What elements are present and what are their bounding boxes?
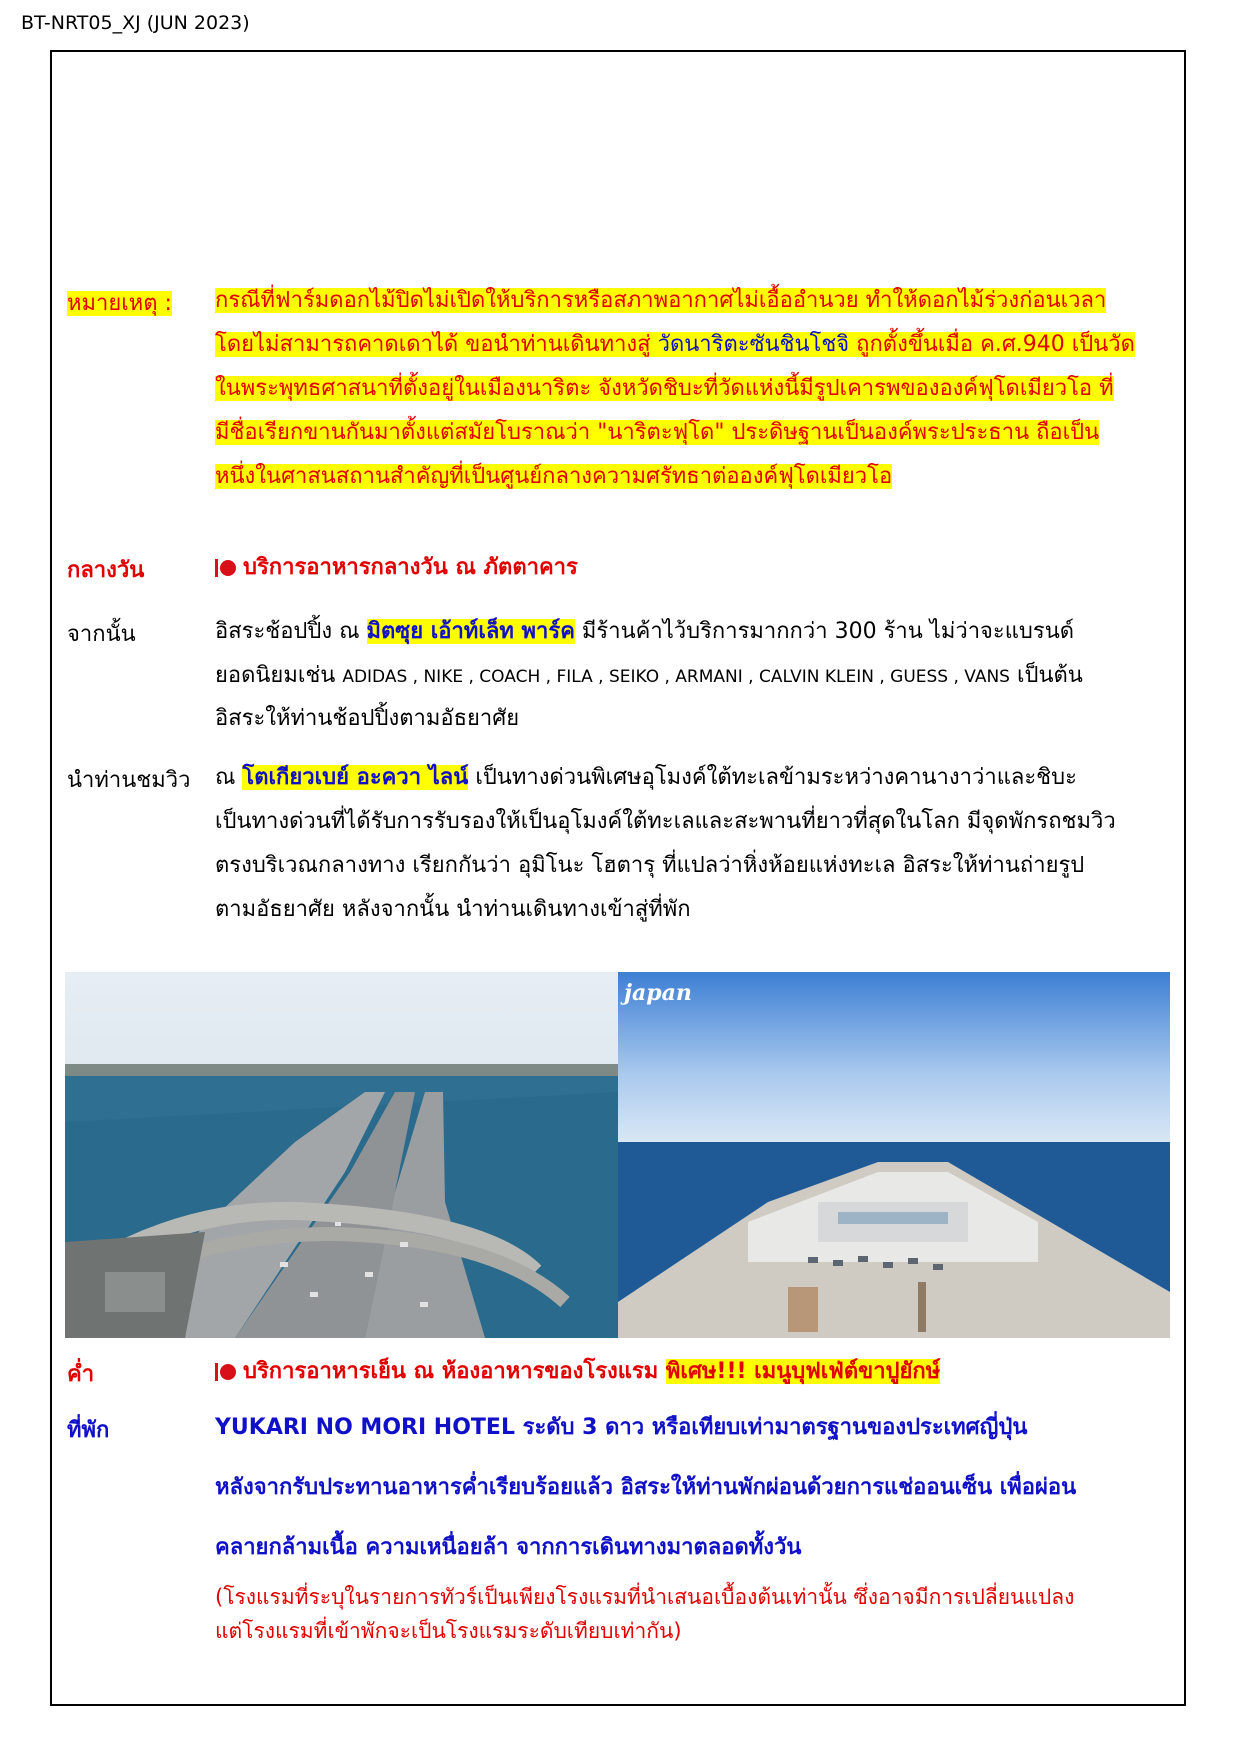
sightseeing-line-2: เป็นทางด่วนที่ได้รับการรับรองให้เป็นอุโมงค์ใต้ทะเลและสะพานที่ยาวที่สุดในโลก มีจุดพักรถชมวิว — [215, 809, 1116, 834]
sightseeing-label: นำท่านชมวิว — [67, 768, 191, 793]
hotel-label: ที่พัก — [67, 1418, 110, 1443]
lunch-text: บริการอาหารกลางวัน ณ ภัตตาคาร — [243, 555, 578, 580]
sightseeing-line-4: ตามอัธยาศัย หลังจากนั้น นำท่านเดินทางเข้าสู่ที่พัก — [215, 897, 691, 922]
dinner-text: บริการอาหารเย็น ณ ห้องอาหารของโรงแรม — [243, 1359, 666, 1384]
document-code: BT-NRT05_XJ (JUN 2023) — [21, 12, 250, 34]
sightseeing-line-3: ตรงบริเวณกลางทาง เรียกกันว่า อุมิโนะ โฮตารุ ที่แปลว่าหิ่งห้อยแห่งทะเล อิสระให้ท่านถ่ายรูป — [215, 853, 1085, 878]
dinner-special: พิเศษ!!! เมนูบุฟเฟ่ต์ขาปูยักษ์ — [665, 1359, 941, 1384]
shopping-line-1: อิสระช้อปปิ้ง ณ มิตซุย เอ้าท์เล็ท พาร์ค มีร้านค้าไว้บริการมากกว่า 300 ร้าน ไม่ว่าจะแบรนด์ — [215, 619, 1075, 644]
remark-line-4: มีชื่อเรียกขานกันมาตั้งแต่สมัยโบราณว่า "นาริตะฟุโด" ประดิษฐานเป็นองค์พระประธาน ถือเป็น — [215, 420, 1100, 445]
meal-icon — [215, 1363, 237, 1381]
remark-line-1: กรณีที่ฟาร์มดอกไม้ปิดไม่เปิดให้บริการหรือสภาพอากาศไม่เอื้ออำนวย ทำให้ดอกไม้ร่วงก่อนเวลา — [215, 288, 1107, 313]
hotel-note-2: แต่โรงแรมที่เข้าพักจะเป็นโรงแรมระดับเทียบเท่ากัน) — [215, 1619, 682, 1643]
hotel-note-1: (โรงแรมที่ระบุในรายการทัวร์เป็นเพียงโรงแรมที่นำเสนอเบื้องต้นเท่านั้น ซึ่งอาจมีการเปลี่ยนแปลง — [215, 1585, 1075, 1609]
sightseeing-line-1: ณ โตเกียวเบย์ อะควา ไลน์ เป็นทางด่วนพิเศษอุโมงค์ใต้ทะเลข้ามระหว่างคานางาว่าและชิบะ — [215, 765, 1077, 790]
shopping-line-2: ยอดนิยมเช่น ADIDAS , NIKE , COACH , FILA , SEIKO , ARMANI , CALVIN KLEIN , GUESS , VANS เป็นต้น — [215, 663, 1083, 688]
remark-label: หมายเหตุ : — [67, 291, 172, 316]
photo-watermark: japan — [624, 980, 692, 1006]
hotel-line-2: หลังจากรับประทานอาหารค่ำเรียบร้อยแล้ว อิสระให้ท่านพักผ่อนด้วยการแช่ออนเซ็น เพื่อผ่อน — [215, 1475, 1077, 1500]
shopping-label: จากนั้น — [67, 622, 136, 647]
aqualine-photo-left — [65, 972, 618, 1338]
remark-line-5: หนึ่งในศาสนสถานสำคัญที่เป็นศูนย์กลางความศรัทธาต่อองค์ฟุโดเมียวโอ — [215, 464, 893, 489]
outlet-name: มิตซุย เอ้าท์เล็ท พาร์ค — [366, 619, 575, 644]
lunch-label: กลางวัน — [67, 558, 145, 583]
remark-line-2: โดยไม่สามารถคาดเดาได้ ขอนำท่านเดินทางสู่ วัดนาริตะซันชินโชจิ ถูกตั้งขึ้นเมื่อ ค.ศ.940 เป็นวัด — [215, 332, 1135, 357]
umihotaru-photo-right — [618, 972, 1170, 1338]
brand-list: ADIDAS , NIKE , COACH , FILA , SEIKO , ARMANI , CALVIN KLEIN , GUESS , VANS — [342, 667, 1010, 687]
remark-line-3: ในพระพุทธศาสนาที่ตั้งอยู่ในเมืองนาริตะ จังหวัดชิบะที่วัดแห่งนี้มีรูปเคารพขององค์ฟุโดเมียวโอ ที่ — [215, 376, 1114, 401]
aqualine-name: โตเกียวเบย์ อะควา ไลน์ — [242, 765, 469, 790]
shopping-line-3: อิสระให้ท่านช้อปปิ้งตามอัธยาศัย — [215, 706, 520, 731]
hotel-line-1: YUKARI NO MORI HOTEL ระดับ 3 ดาว หรือเทียบเท่ามาตรฐานของประเทศญี่ปุ่น — [215, 1415, 1028, 1440]
meal-icon — [215, 559, 237, 577]
temple-name: วัดนาริตะซันชินโชจิ — [657, 332, 850, 357]
remark-text — [215, 279, 1181, 499]
dinner-label: ค่ำ — [67, 1362, 95, 1387]
hotel-line-3: คลายกล้ามเนื้อ ความเหนื่อยล้า จากการเดินทางมาตลอดทั้งวัน — [215, 1535, 802, 1560]
